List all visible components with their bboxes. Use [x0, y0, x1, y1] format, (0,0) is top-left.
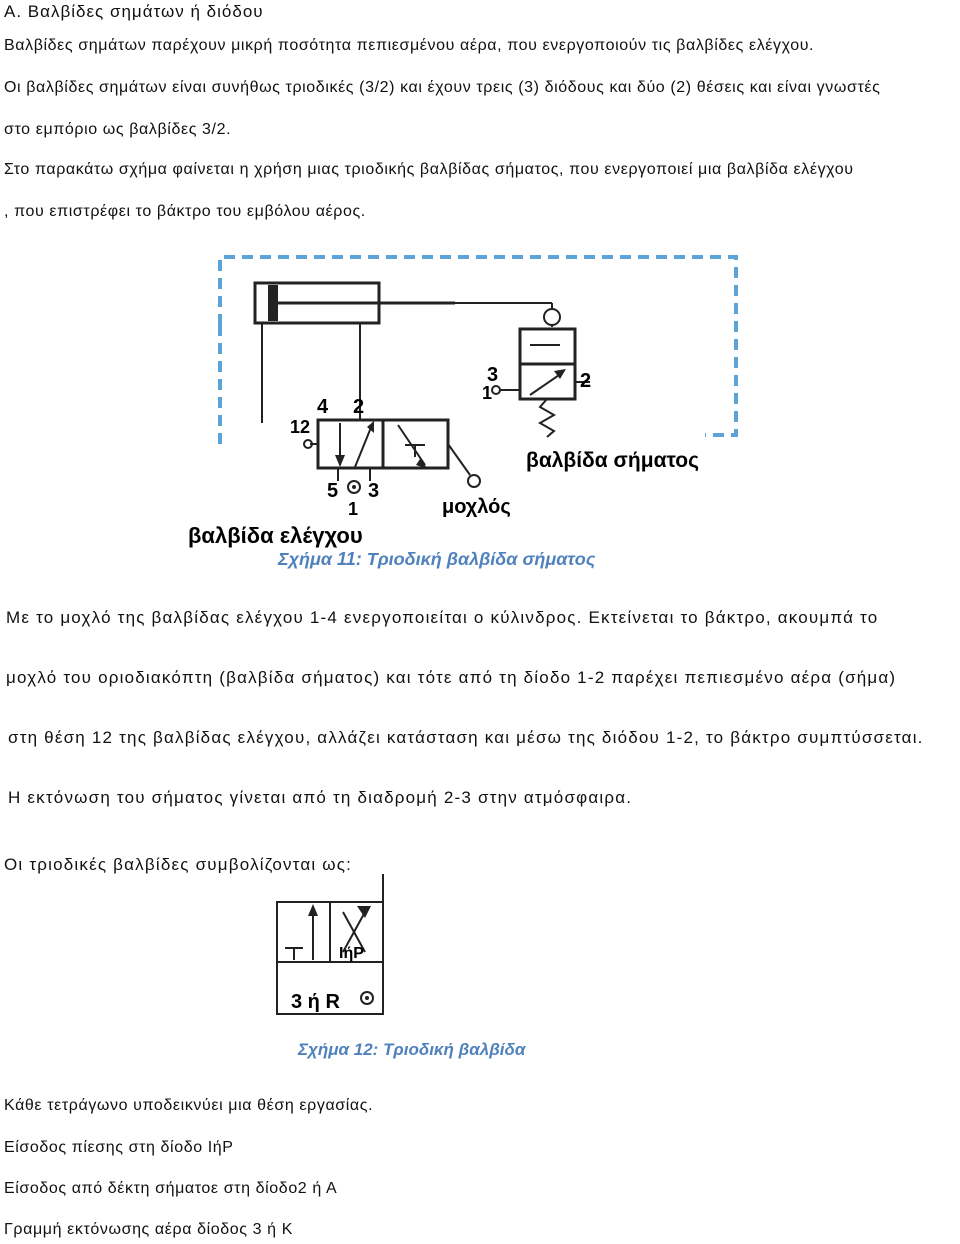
- signal-port-3-label: 3: [487, 364, 499, 386]
- note-line-1: Κάθε τετράγωνο υποδεικνύει μια θέση εργασίας.: [4, 1097, 374, 1114]
- port-3-or-r-label: 3 ή R: [291, 991, 340, 1013]
- port-5-label: 5: [327, 480, 339, 502]
- body-line-1: Με το μοχλό της βαλβίδας ελέγχου 1-4 ενεργοποιείται ο κύλινδρος. Εκτείνεται το βάκτρο, ακουμπά το: [6, 608, 879, 627]
- figure-11-caption: Σχήμα 11: Τριοδική βαλβίδα σήματος: [278, 549, 596, 569]
- spring-icon: [540, 399, 554, 437]
- note-line-3: Είσοδος από δέκτη σήματοε στη δίοδο2 ή Α: [4, 1180, 338, 1197]
- note-line-4: Γραμμή εκτόνωσης αέρα δίοδος 3 ή Κ: [4, 1221, 293, 1238]
- port-3-label: 3: [368, 480, 380, 502]
- intro-line-2: Οι βαλβίδες σημάτων είναι συνήθως τριοδικές (3/2) και έχουν τρεις (3) διόδους και δύο (2) θέσεις και είναι γνωστές: [4, 79, 881, 96]
- intro-line-5: , που επιστρέφει το βάκτρο του εμβόλου αέρος.: [4, 203, 366, 220]
- roller-icon: [544, 309, 560, 325]
- intro-line-4: Στο παρακάτω σχήμα φαίνεται η χρήση μιας τριοδικής βαλβίδας σήματος, που ενεργοποιεί μια βαλβίδα ελέγχου: [4, 161, 854, 178]
- port-12-label: 12: [290, 417, 311, 437]
- three-way-valve-symbol: [275, 872, 387, 1018]
- section-heading: A. Βαλβίδες σημάτων ή διόδου: [4, 2, 264, 21]
- intro-line-3: στο εμπόριο ως βαλβίδες 3/2.: [4, 121, 232, 138]
- signal-port-2-label: 2: [580, 370, 592, 392]
- signal-port-1-label: 1: [482, 383, 493, 403]
- figure-12-caption: Σχήμα 12: Τριοδική βαλβίδα: [298, 1040, 526, 1059]
- body-line-4: Η εκτόνωση του σήματος γίνεται από τη διαδρομή 2-3 στην ατμόσφαιρα.: [8, 788, 633, 807]
- control-valve-label: βαλβίδα ελέγχου: [188, 523, 363, 548]
- signal-valve-label: βαλβίδα σήματος: [526, 449, 700, 472]
- port-4-label: 4: [317, 396, 329, 418]
- symbol-intro: Οι τριοδικές βαλβίδες συμβολίζονται ως:: [4, 855, 353, 874]
- pneumatic-circuit-diagram: [180, 245, 740, 555]
- intro-line-1: Βαλβίδες σημάτων παρέχουν μικρή ποσότητα πεπιεσμένου αέρα, που ενεργοποιούν τις βαλβίδες ελέγχου.: [4, 37, 815, 54]
- lever-label: μοχλός: [442, 496, 511, 518]
- lever-knob: [468, 475, 480, 487]
- piston: [268, 285, 278, 321]
- port-2-label: 2: [353, 396, 365, 418]
- body-line-2: μοχλό του οριοδιακόπτη (βαλβίδα σήματος) και τότε από τη δίοδο 1-2 παρέχει πεπιεσμένο αέρα (σήμα): [6, 668, 897, 687]
- body-line-3: στη θέση 12 της βαλβίδας ελέγχου, αλλάζει κατάσταση και μέσω της διόδου 1-2, το βάκτρο συμπτύσσεται.: [8, 728, 924, 747]
- port-ihp-label: ΙήΡ: [339, 945, 364, 962]
- port-1-label: 1: [348, 499, 359, 519]
- note-line-2: Είσοδος πίεσης στη δίοδο ΙήΡ: [4, 1139, 234, 1156]
